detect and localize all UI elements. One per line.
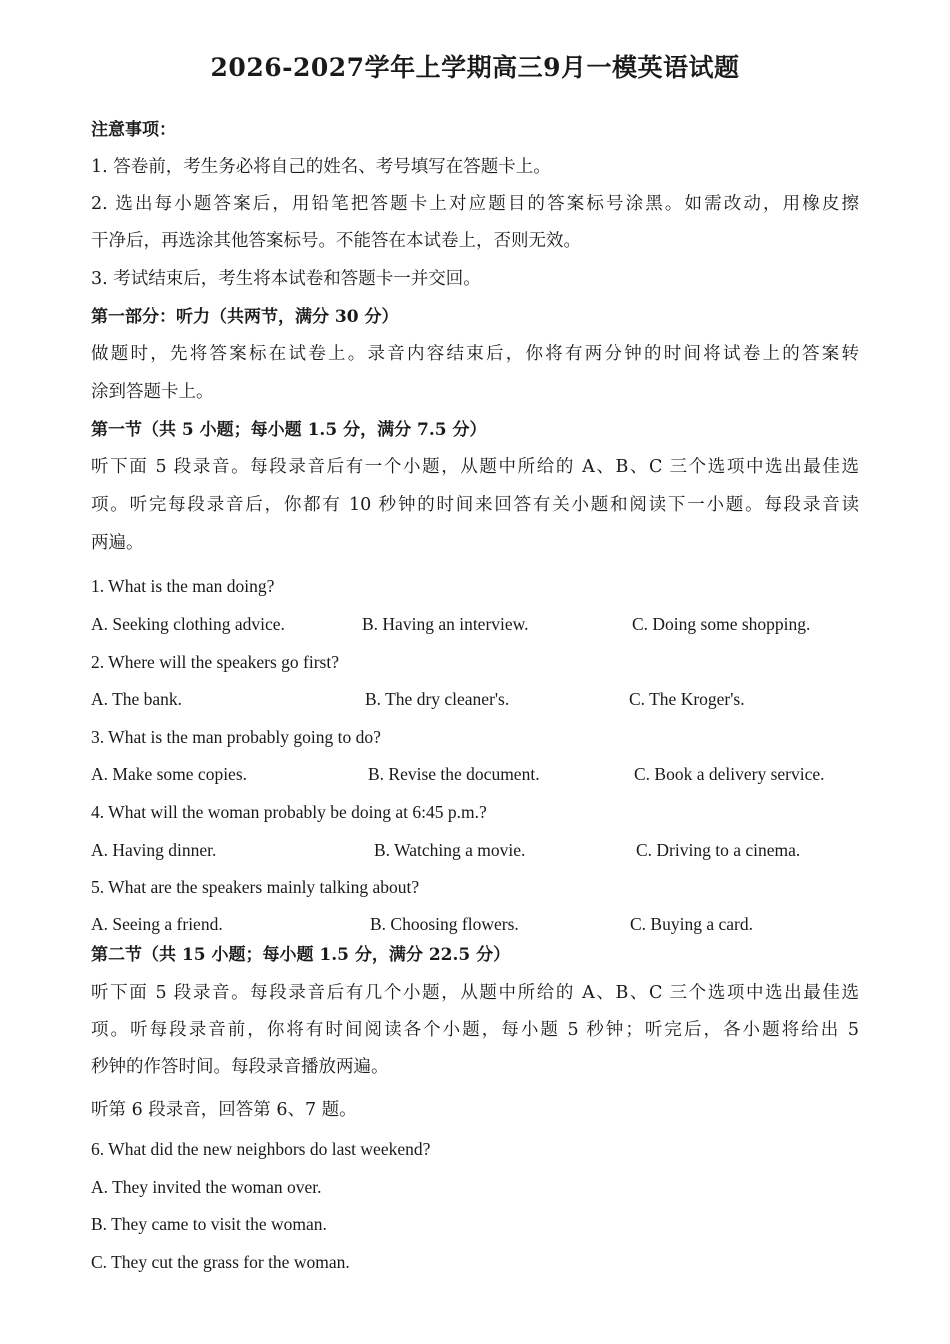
part1-intro-1: 做题时，先将答案标在试卷上。录音内容结束后，你将有两分钟的时间将试卷上的答案转 [91,344,859,364]
q3-option-b: B. Revise the document. [368,764,540,784]
section1-heading: 第一节（共 5 小题；每小题 1.5 分，满分 7.5 分） [91,420,487,440]
page-title: 2026-2027学年上学期高三9月一模英语试题 [210,53,740,82]
part1-intro-2: 涂到答题卡上。 [91,382,214,402]
q2-option-a: A. The bank. [91,689,183,709]
note-item-2-cont: 干净后，再选涂其他答案标号。不能答在本试卷上，否则无效。 [91,231,581,251]
q2-option-b: B. The dry cleaner's. [365,689,510,709]
section2-intro-2: 项。听每段录音前，你将有时间阅读各个小题，每小题 5 秒钟；听完后，各小题将给出 5 [91,1020,859,1040]
q6-option-b: B. They came to visit the woman. [91,1214,327,1234]
audio-6-instruction: 听第 6 段录音，回答第 6、7 题。 [91,1100,357,1120]
question-4: 4. What will the woman probably be doing at 6:45 p.m.? [91,802,487,822]
q1-option-c: C. Doing some shopping. [632,614,811,634]
notes-heading: 注意事项： [91,120,176,140]
section2-intro-3: 秒钟的作答时间。每段录音播放两遍。 [91,1057,389,1077]
q2-option-c: C. The Kroger's. [629,689,745,709]
q5-option-c: C. Buying a card. [630,914,753,934]
q1-option-a: A. Seeking clothing advice. [91,614,285,634]
note-item-3: 3. 考试结束后，考生将本试卷和答题卡一并交回。 [91,269,481,289]
q1-option-b: B. Having an interview. [362,614,529,634]
q5-option-a: A. Seeing a friend. [91,914,223,934]
section1-intro-3: 两遍。 [91,533,144,553]
question-2: 2. Where will the speakers go first? [91,652,339,672]
q6-option-c: C. They cut the grass for the woman. [91,1252,350,1272]
section2-heading: 第二节（共 15 小题；每小题 1.5 分，满分 22.5 分） [91,945,511,965]
note-item-2: 2. 选出每小题答案后，用铅笔把答题卡上对应题目的答案标号涂黑。如需改动，用橡皮擦 [91,194,859,214]
part1-heading: 第一部分：听力（共两节，满分 30 分） [91,307,399,327]
section1-intro-2: 项。听完每段录音后，你都有 10 秒钟的时间来回答有关小题和阅读下一小题。每段录音读 [91,495,859,515]
q4-option-b: B. Watching a movie. [374,840,526,860]
q4-option-c: C. Driving to a cinema. [636,840,801,860]
question-3: 3. What is the man probably going to do? [91,727,381,747]
q4-option-a: A. Having dinner. [91,840,217,860]
note-item-1: 1. 答卷前，考生务必将自己的姓名、考号填写在答题卡上。 [91,157,551,177]
question-1: 1. What is the man doing? [91,576,275,596]
q3-option-a: A. Make some copies. [91,764,248,784]
question-6: 6. What did the new neighbors do last weekend? [91,1139,431,1159]
q5-option-b: B. Choosing flowers. [370,914,519,934]
q6-option-a: A. They invited the woman over. [91,1177,322,1197]
q3-option-c: C. Book a delivery service. [634,764,825,784]
section2-intro-1: 听下面 5 段录音。每段录音后有几个小题，从题中所给的 A、B、C 三个选项中选出最佳选 [91,983,859,1003]
section1-intro-1: 听下面 5 段录音。每段录音后有一个小题，从题中所给的 A、B、C 三个选项中选出最佳选 [91,457,859,477]
question-5: 5. What are the speakers mainly talking about? [91,877,420,897]
